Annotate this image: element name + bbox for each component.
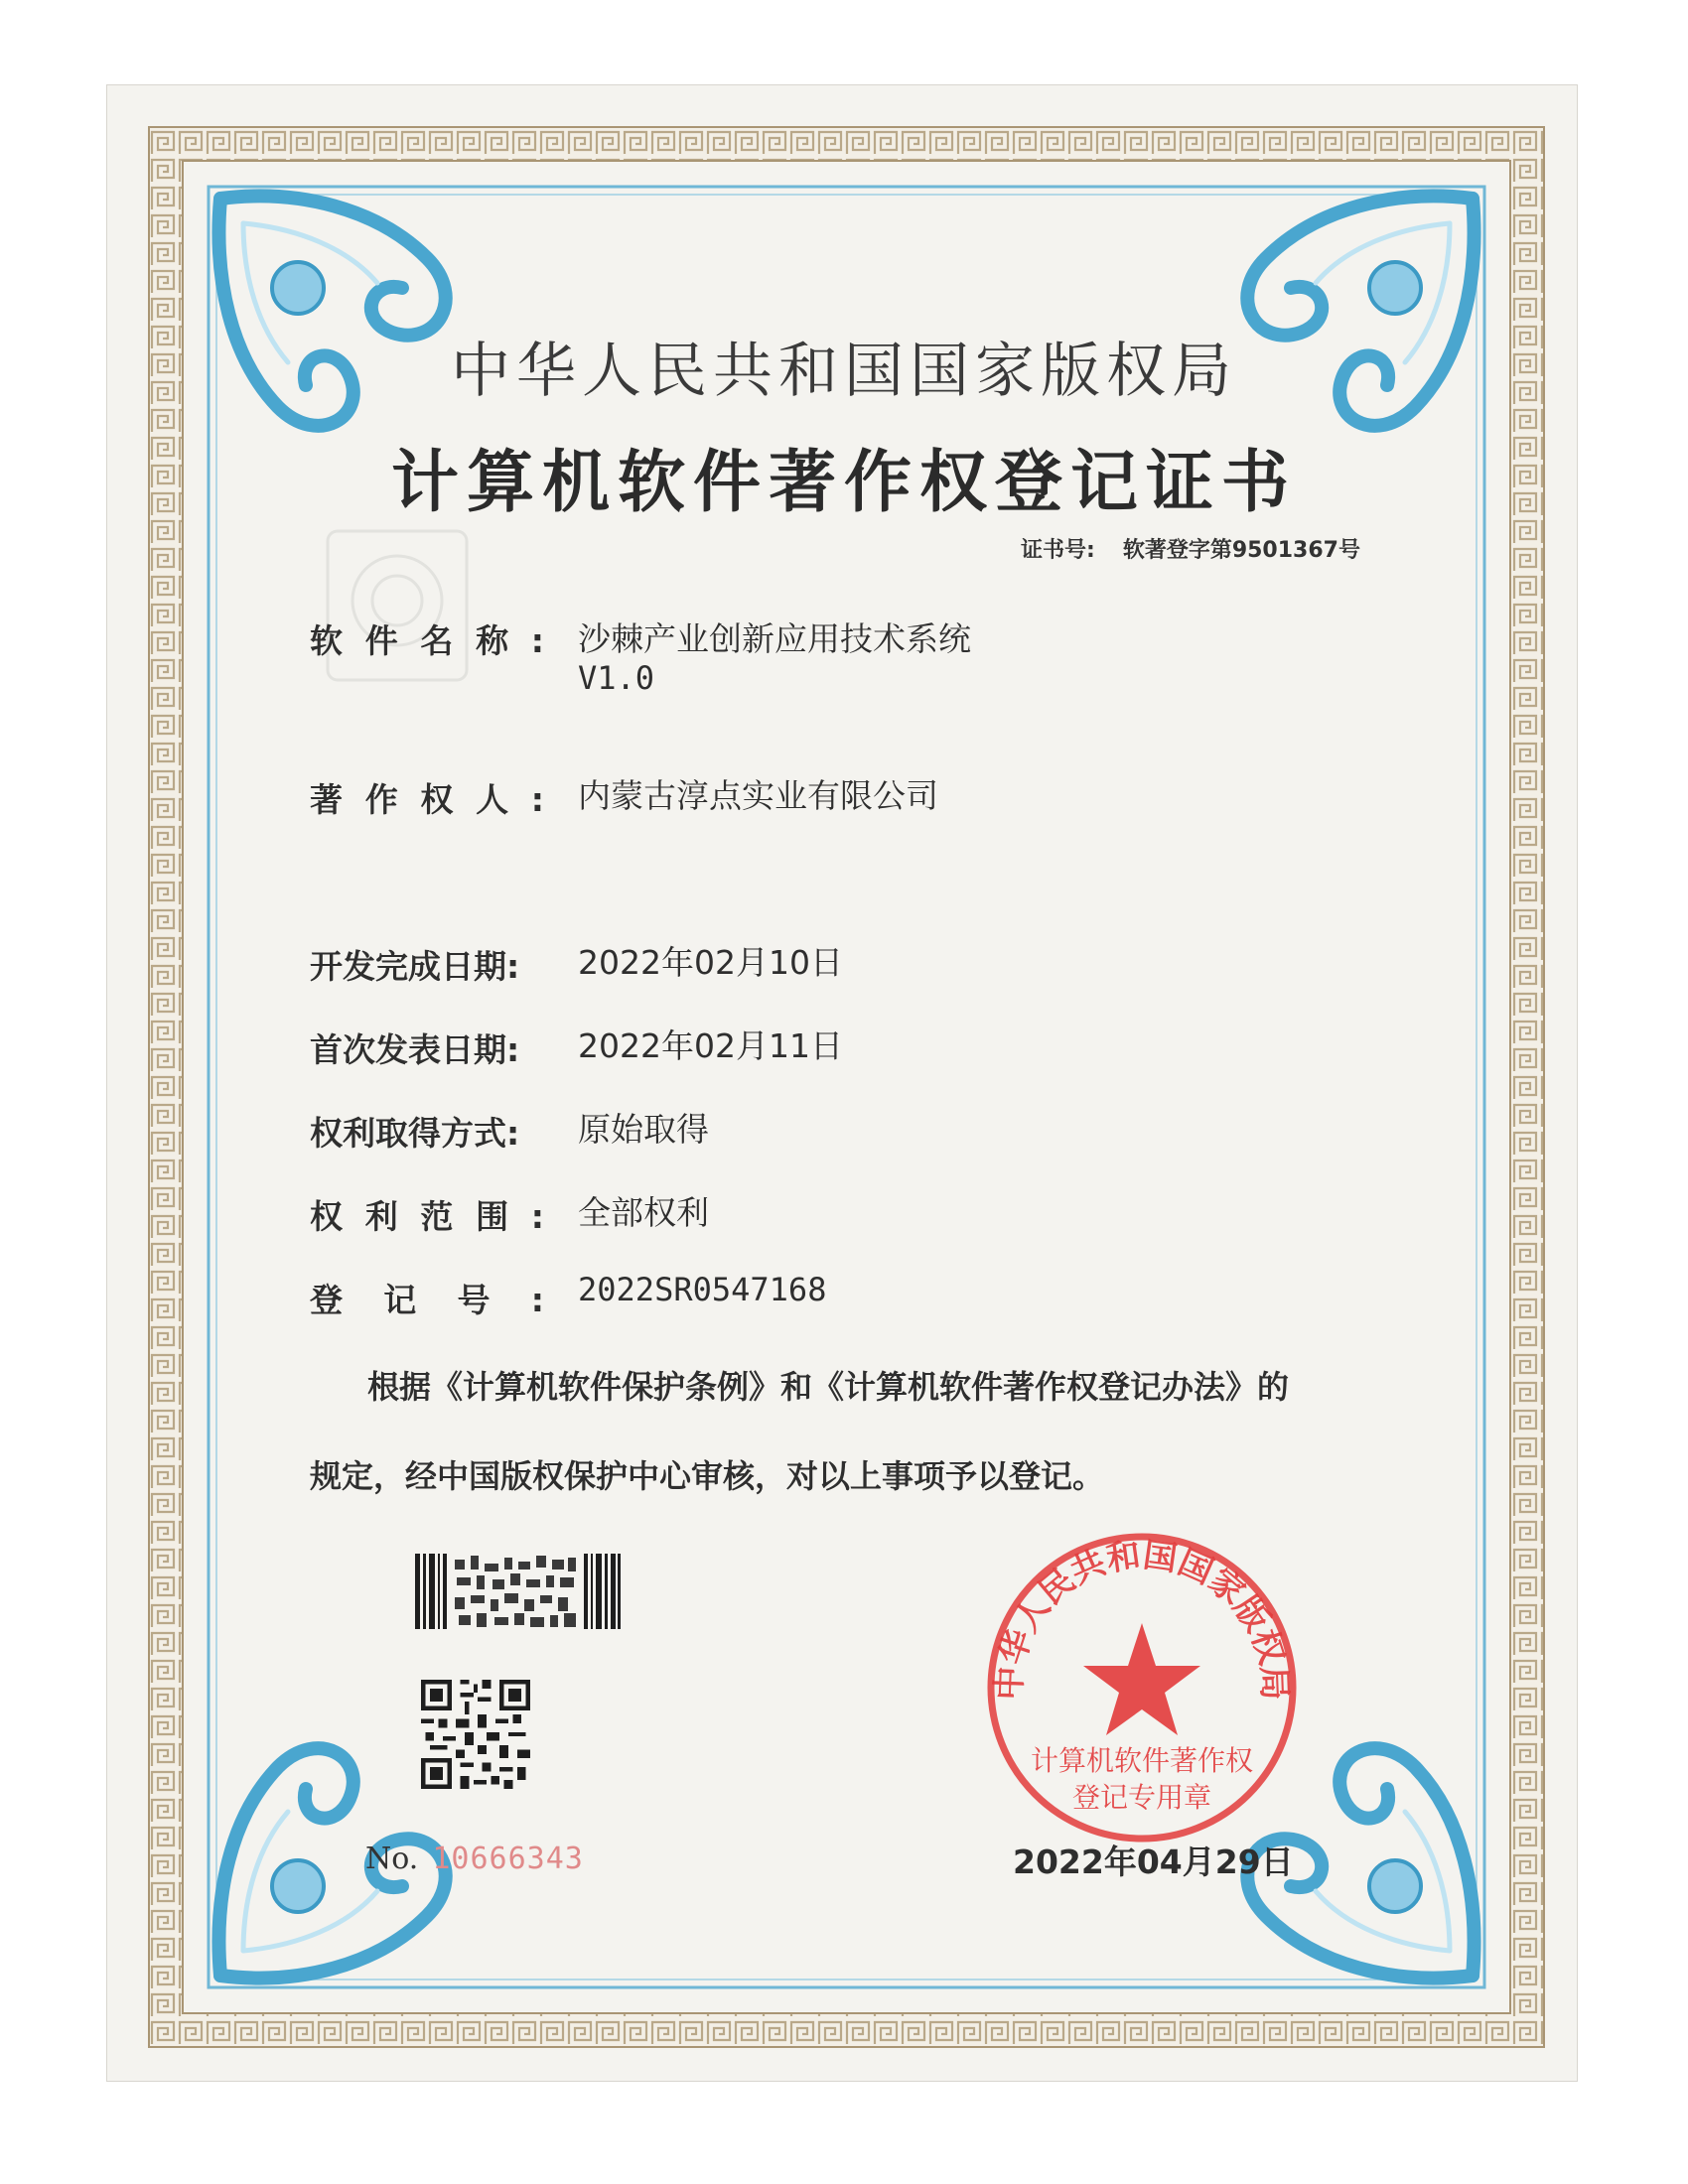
issue-date: 2022年04月29日: [1013, 1843, 1294, 1881]
statement-line-1: 根据《计算机软件保护条例》和《计算机软件著作权登记办法》的: [367, 1368, 1290, 1406]
completion-date-value: 2022年02月10日: [578, 943, 843, 982]
copyright-owner-value: 内蒙古淳点实业有限公司: [578, 776, 938, 815]
seal-star-icon: [1083, 1623, 1200, 1735]
registration-number-value: 2022SR0547168: [578, 1271, 827, 1308]
publication-date-value: 2022年02月11日: [578, 1026, 843, 1065]
seal-outer-text: 中华人民共和国国家版权局: [989, 1535, 1295, 1702]
software-version-value: V1.0: [578, 659, 655, 697]
publication-date-label: 首次发表日期:: [310, 1030, 520, 1069]
serial-number-label: No.: [365, 1842, 419, 1876]
certificate-number: [1021, 533, 1360, 564]
copyright-owner-label: 著作权人:: [310, 780, 544, 819]
qr-code: [421, 1680, 530, 1789]
certificate-title: 计算机软件著作权登记证书: [390, 443, 1297, 522]
certificate-number-value: 软著登字第9501367号: [1122, 538, 1360, 563]
official-seal: [978, 1524, 1306, 1851]
acquisition-method-label: 权利取得方式:: [310, 1114, 520, 1153]
serial-number: [365, 1842, 584, 1876]
acquisition-method-value: 原始取得: [578, 1110, 709, 1149]
seal-inner-line-1: 计算机软件著作权: [1030, 1744, 1254, 1777]
issuing-authority: 中华人民共和国国家版权局: [451, 337, 1237, 406]
software-name-label: 软件名称:: [310, 621, 544, 660]
certificate-number-label: 证书号:: [1021, 538, 1095, 563]
software-name-value: 沙棘产业创新应用技术系统: [578, 619, 971, 658]
rights-scope-value: 全部权利: [578, 1193, 709, 1232]
serial-number-value: 10666343: [432, 1842, 584, 1876]
greek-key-band: [149, 127, 1544, 2047]
seal-inner-line-2: 登记专用章: [1071, 1781, 1212, 1814]
barcode: [415, 1554, 622, 1629]
completion-date-label: 开发完成日期:: [310, 947, 520, 986]
registration-number-label: 登记号:: [310, 1281, 544, 1319]
rights-scope-label: 权利范围:: [310, 1197, 544, 1236]
statement-line-2: 规定，经中国版权保护中心审核，对以上事项予以登记。: [310, 1457, 1105, 1495]
